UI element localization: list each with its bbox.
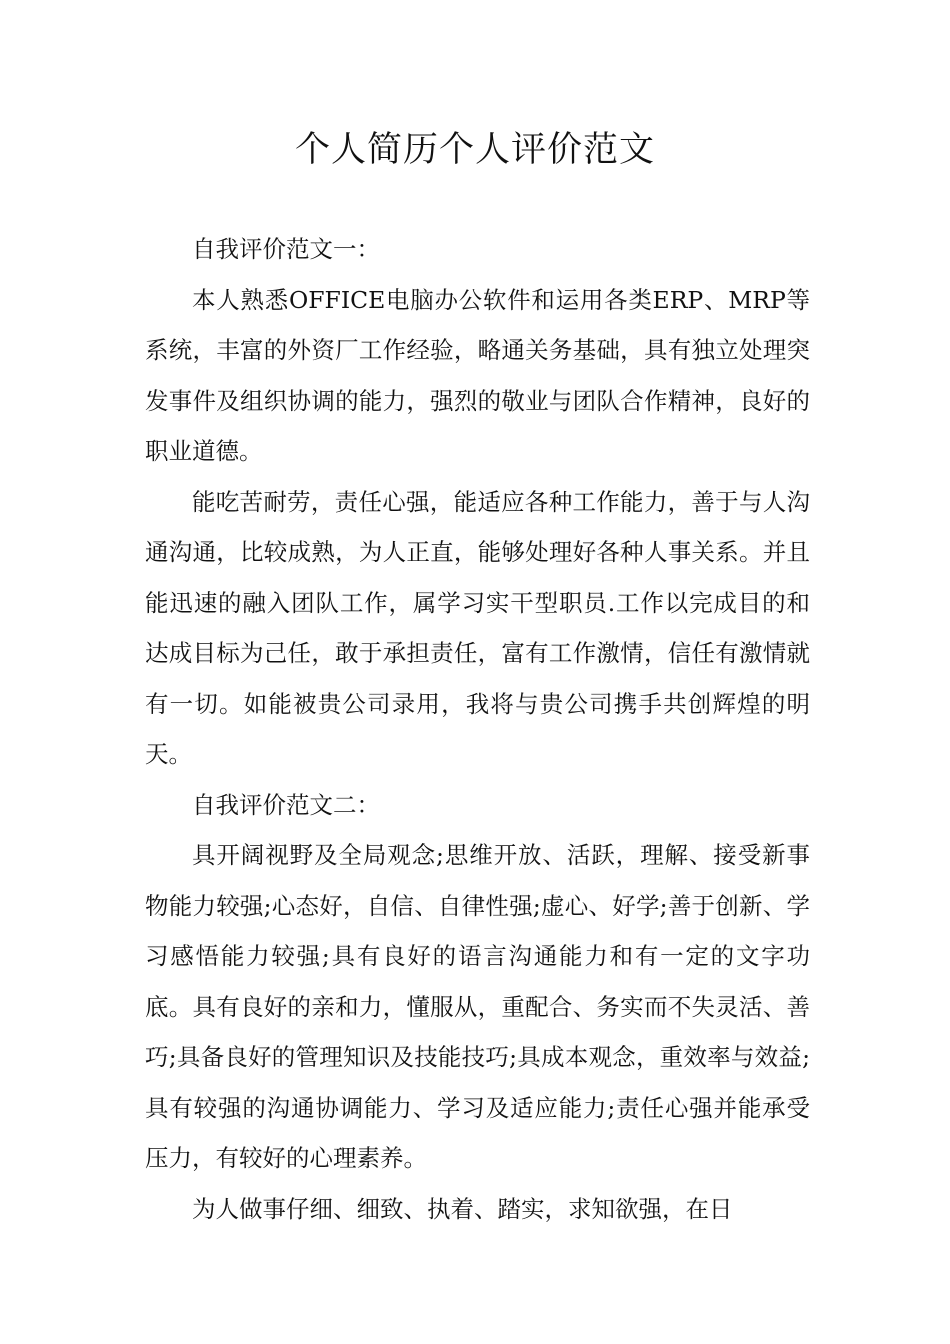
section-heading-one: 自我评价范文一：	[192, 235, 380, 263]
paragraph: 具开阔视野及全局观念;思维开放、活跃，理解、接受新事物能力较强;心态好，自信、自律性强;虚心、好学;善于创新、学习感悟能力较强;具有良好的语言沟通能力和有一定的文字功底。具有良好的亲和力，懂服从，重配合、务实而不失灵活、善巧;具备良好的管理知识及技能技巧;具成本观念，重效率与效益;具有较强的沟通协调能力、学习及适应能力;责任心强并能承受压力，有较好的心理素养。	[145, 841, 810, 1172]
paragraph: 本人熟悉OFFICE电脑办公软件和运用各类ERP、MRP等系统，丰富的外资厂工作经验，略通关务基础，具有独立处理突发事件及组织协调的能力，强烈的敬业与团队合作精神，良好的职业道德。	[145, 285, 810, 465]
paragraph: 能吃苦耐劳，责任心强，能适应各种工作能力，善于与人沟通沟通，比较成熟，为人正直，能够处理好各种人事关系。并且能迅速的融入团队工作，属学习实干型职员.工作以完成目的和达成目标为己任，敢于承担责任，富有工作激情，信任有激情就有一切。如能被贵公司录用，我将与贵公司携手共创辉煌的明天。	[145, 487, 810, 768]
document-title: 个人简历个人评价范文	[294, 130, 655, 170]
section-heading-two: 自我评价范文二：	[192, 790, 380, 819]
document-body	[145, 224, 810, 1234]
paragraph: 为人做事仔细、细致、执着、踏实，求知欲强，在日	[192, 1194, 733, 1223]
